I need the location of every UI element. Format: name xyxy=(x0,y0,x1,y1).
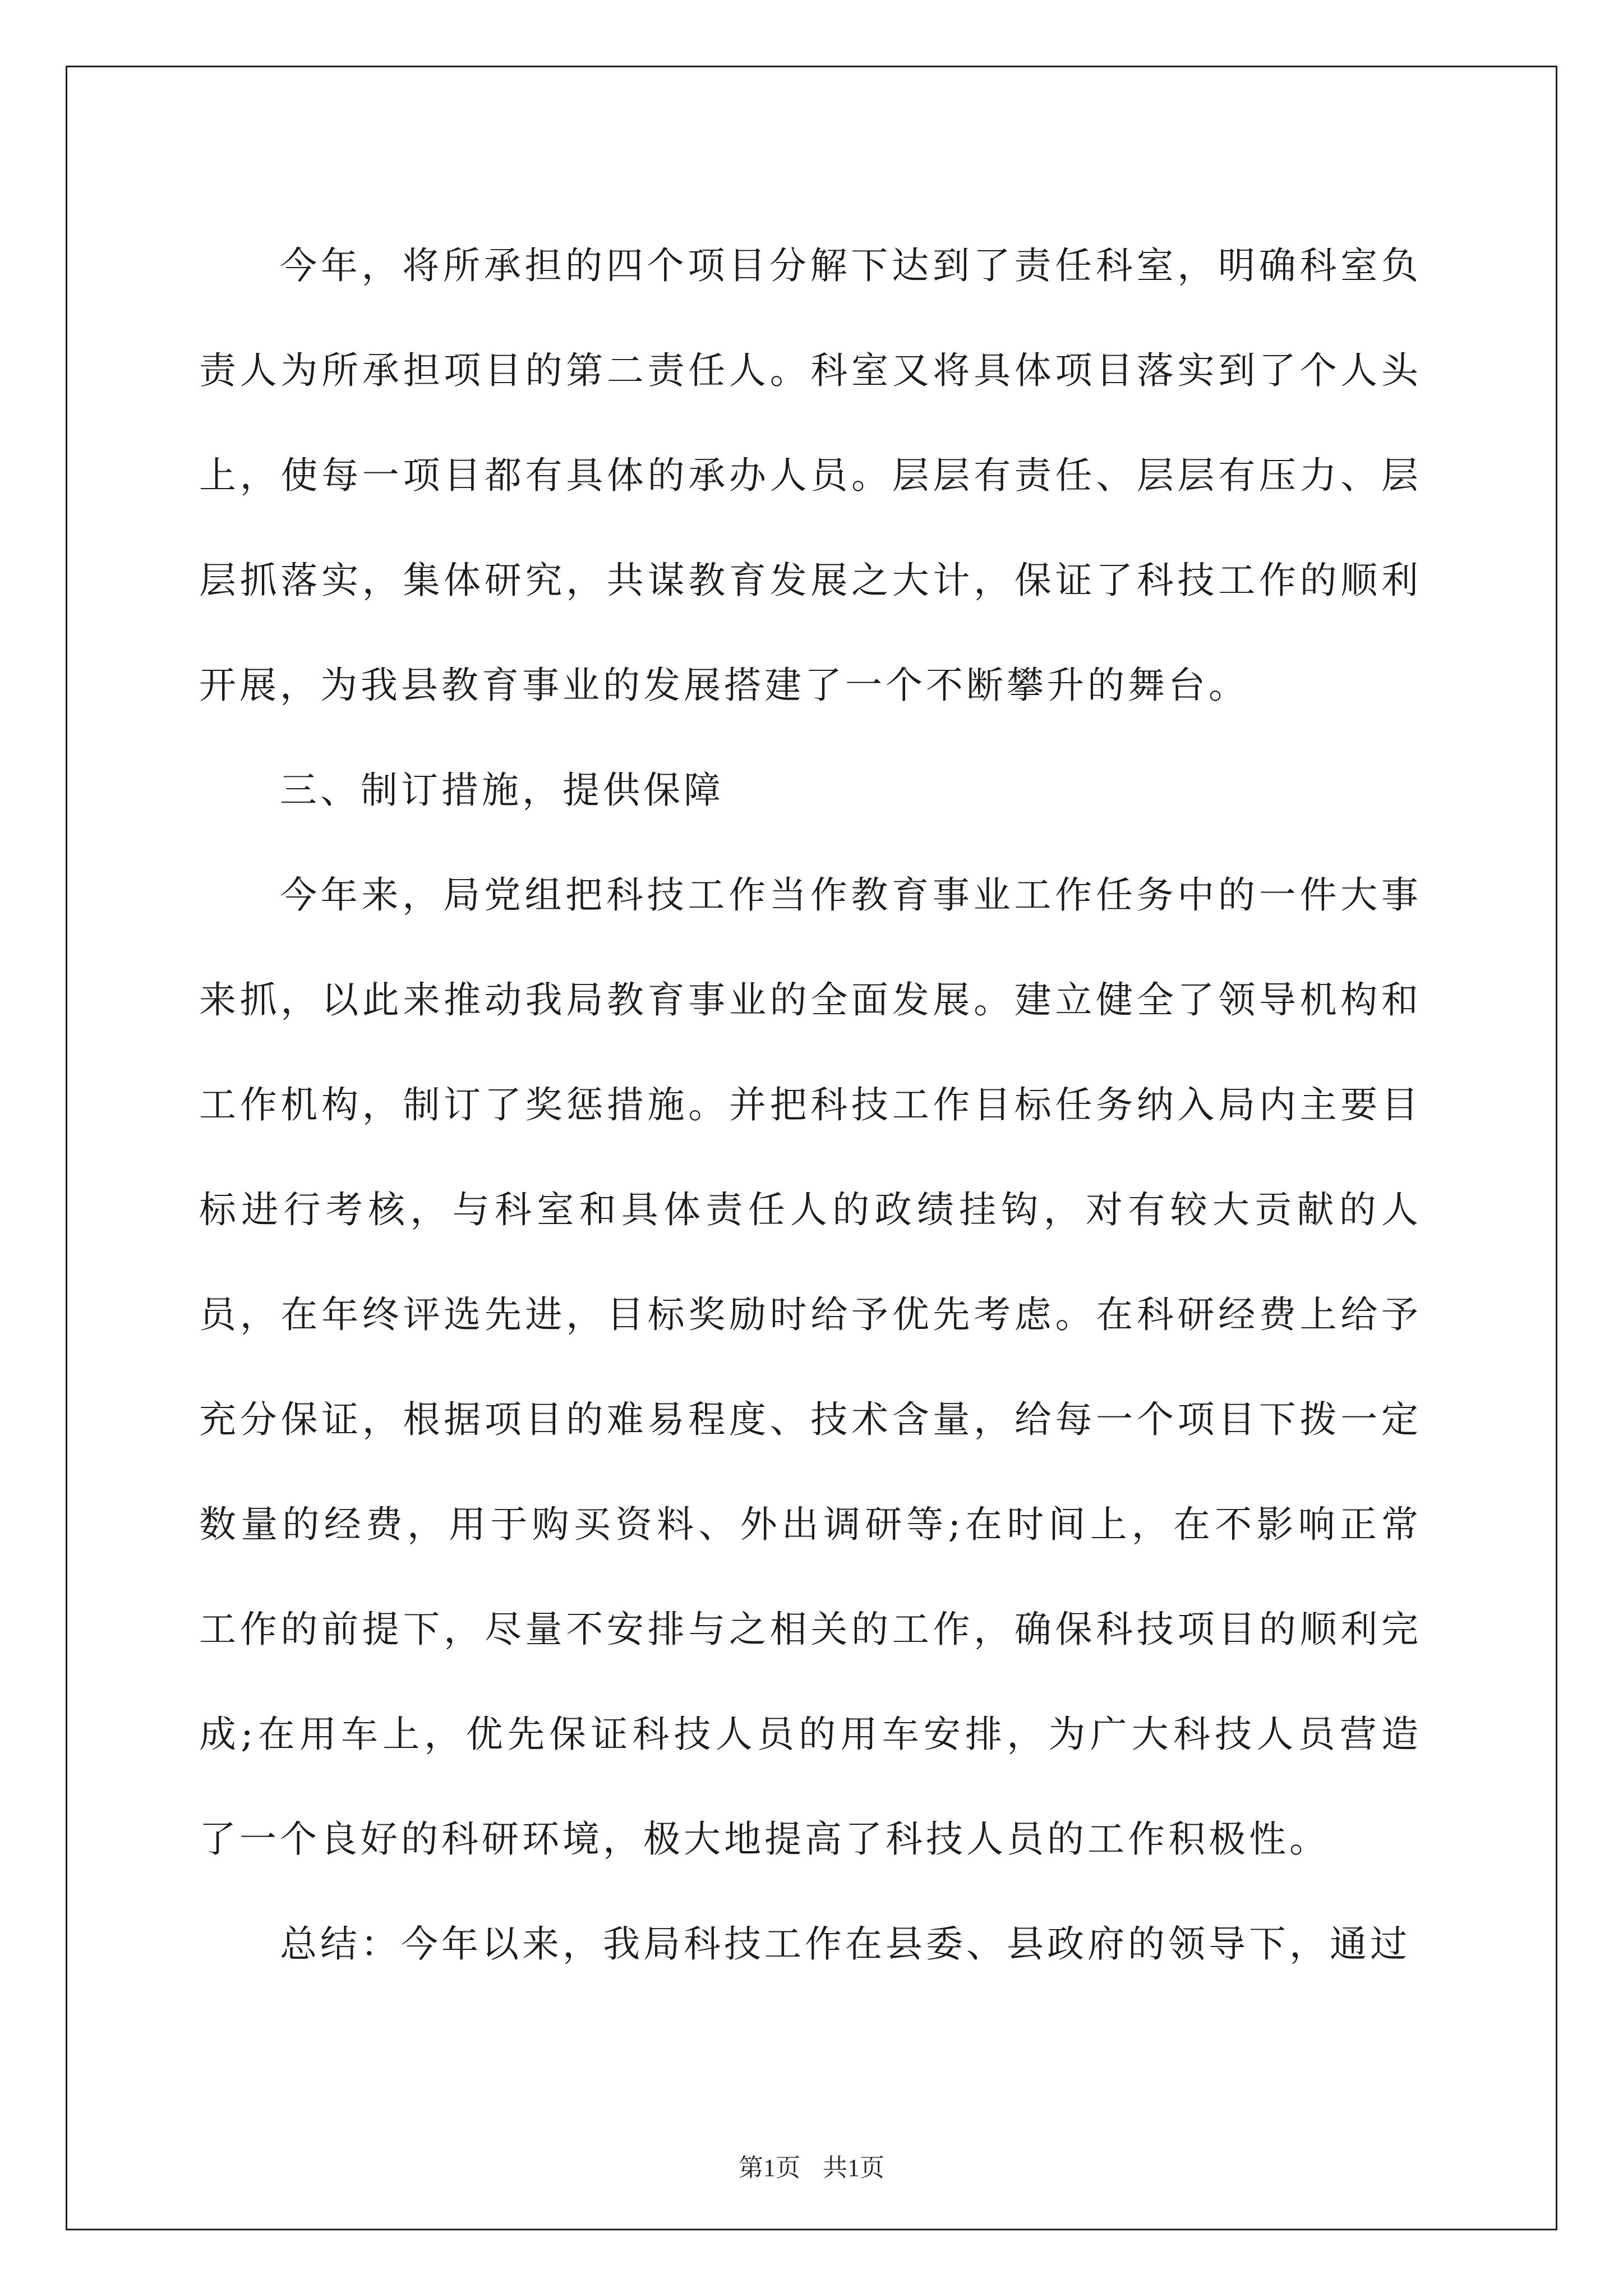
page-total: 共1页 xyxy=(823,2154,884,2182)
page-number: 第1页 xyxy=(739,2154,800,2182)
paragraph-2: 今年来，局党组把科技工作当作教育事业工作任务中的一件大事来抓，以此来推动我局教育事业的全面发展。建立健全了领导机构和工作机构，制订了奖惩措施。并把科技工作目标任务纳入局内主要目标进行考核，与科室和具体责任人的政绩挂钩，对有较大贡献的人员，在年终评选先进，目标奖励时给予优先考虑。在科研经费上给予充分保证，根据项目的难易程度、技术含量，给每一个项目下拨一定数量的经费，用于购买资料、外出调研等;在时间上，在不影响正常工作的前提下，尽量不安排与之相关的工作，确保科技项目的顺利完成;在用车上，优先保证科技人员的用车安排，为广大科技人员营造了一个良好的科研环境，极大地提高了科技人员的工作积极性。 xyxy=(199,873,1422,1861)
paragraph-3: 总结：今年以来，我局科技工作在县委、县政府的领导下，通过 xyxy=(280,1922,1410,1966)
paragraph-1: 今年，将所承担的四个项目分解下达到了责任科室，明确科室负责人为所承担项目的第二责任人。科室又将具体项目落实到了个人头上，使每一项目都有具体的承办人员。层层有责任、层层有压力、层层抓落实，集体研究，共谋教育发展之大计，保证了科技工作的顺利开展，为我县教育事业的发展搭建了一个不断攀升的舞台。 xyxy=(199,244,1422,707)
section-heading: 三、制订措施，提供保障 xyxy=(280,769,724,812)
document-body xyxy=(199,213,1422,1996)
page-footer xyxy=(0,2147,1623,2183)
